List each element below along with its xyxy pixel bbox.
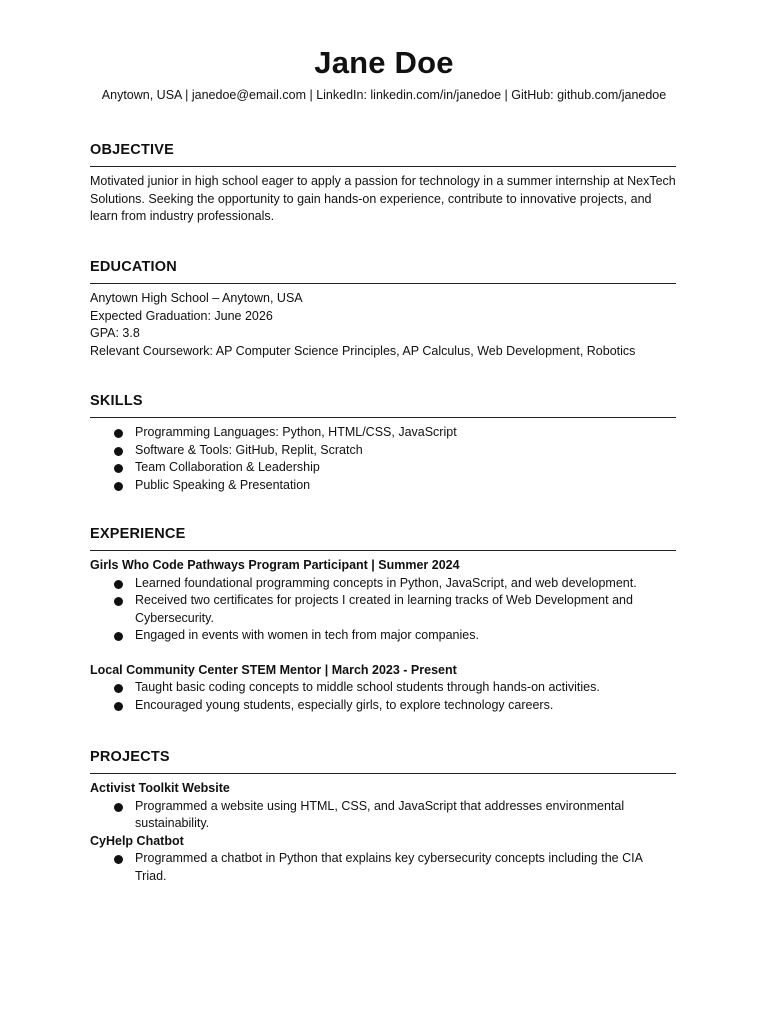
experience-bullets (90, 575, 676, 645)
skills-heading: SKILLS (90, 393, 143, 409)
bullet-icon (114, 447, 123, 456)
bullet-icon (114, 597, 123, 606)
bullet-text: Programmed a website using HTML, CSS, and JavaScript that addresses environmental sustainability. (135, 798, 625, 830)
skill-text: Public Speaking & Presentation (135, 477, 311, 492)
project-title: CyHelp Chatbot (90, 833, 184, 848)
experience-heading: EXPERIENCE (90, 526, 186, 542)
section-divider (90, 773, 676, 774)
bullet-text: Taught basic coding concepts to middle school students through hands-on activities. (135, 680, 600, 694)
list-item (90, 424, 676, 442)
contact-line: Anytown, USA | janedoe@email.com | LinkedIn: linkedin.com/in/janedoe | GitHub: github.com/janedoe (101, 88, 667, 102)
bullet-icon (114, 803, 123, 812)
list-item (90, 592, 676, 627)
experience-section (90, 525, 676, 714)
projects-section (90, 748, 676, 885)
skill-text: Software & Tools: GitHub, Replit, Scratch (135, 442, 363, 457)
list-item (90, 850, 676, 885)
bullet-text: Programmed a chatbot in Python that explains key cybersecurity concepts including the CIA Triad. (135, 851, 643, 883)
section-divider (90, 550, 676, 551)
objective-section (90, 141, 676, 226)
skill-text: Programming Languages: Python, HTML/CSS, JavaScript (135, 425, 457, 439)
bullet-text: Received two certificates for projects I created in learning tracks of Web Development and Cybersecurity. (135, 593, 633, 625)
list-item (90, 442, 676, 460)
bullet-text: Encouraged young students, especially girls, to explore technology careers. (135, 697, 554, 712)
project-bullets (90, 850, 676, 885)
bullet-text: Engaged in events with women in tech from major companies. (135, 628, 479, 642)
bullet-icon (114, 632, 123, 641)
objective-heading: OBJECTIVE (90, 142, 174, 158)
project-title: Activist Toolkit Website (90, 781, 230, 795)
skills-section (90, 392, 676, 494)
education-coursework: Relevant Coursework: AP Computer Science Principles, AP Calculus, Web Development, Robotics (90, 343, 636, 358)
bullet-icon (114, 482, 123, 491)
section-divider (90, 417, 676, 418)
list-item (90, 575, 676, 593)
section-divider (90, 283, 676, 284)
bullet-icon (114, 429, 123, 438)
list-item (90, 477, 676, 495)
skill-text: Team Collaboration & Leadership (135, 460, 320, 474)
list-item (90, 679, 676, 697)
project-bullets (90, 798, 676, 833)
bullet-icon (114, 464, 123, 473)
spacer (90, 645, 676, 662)
list-item (90, 627, 676, 645)
bullet-icon (114, 580, 123, 589)
projects-heading: PROJECTS (90, 749, 170, 765)
list-item (90, 697, 676, 715)
bullet-icon (114, 855, 123, 864)
resume-name: Jane Doe (314, 45, 454, 80)
bullet-icon (114, 702, 123, 711)
section-divider (90, 166, 676, 167)
education-section (90, 258, 676, 360)
objective-text: Motivated junior in high school eager to apply a passion for technology in a summer internship at NexTech Solutions. Seeking the opportunity to gain hands-on experience, contribute to innovative projects, and learn from industry professionals. (90, 174, 676, 223)
education-gpa: GPA: 3.8 (90, 326, 140, 340)
education-school: Anytown High School – Anytown, USA (90, 291, 303, 305)
bullet-text: Learned foundational programming concepts in Python, JavaScript, and web development. (135, 575, 637, 590)
experience-title: Girls Who Code Pathways Program Participant | Summer 2024 (90, 558, 460, 572)
experience-title: Local Community Center STEM Mentor | March 2023 - Present (90, 662, 457, 677)
education-graduation: Expected Graduation: June 2026 (90, 308, 273, 323)
list-item (90, 459, 676, 477)
education-heading: EDUCATION (90, 259, 177, 275)
bullet-icon (114, 684, 123, 693)
list-item (90, 798, 676, 833)
skills-list (90, 424, 676, 494)
experience-bullets (90, 679, 676, 714)
